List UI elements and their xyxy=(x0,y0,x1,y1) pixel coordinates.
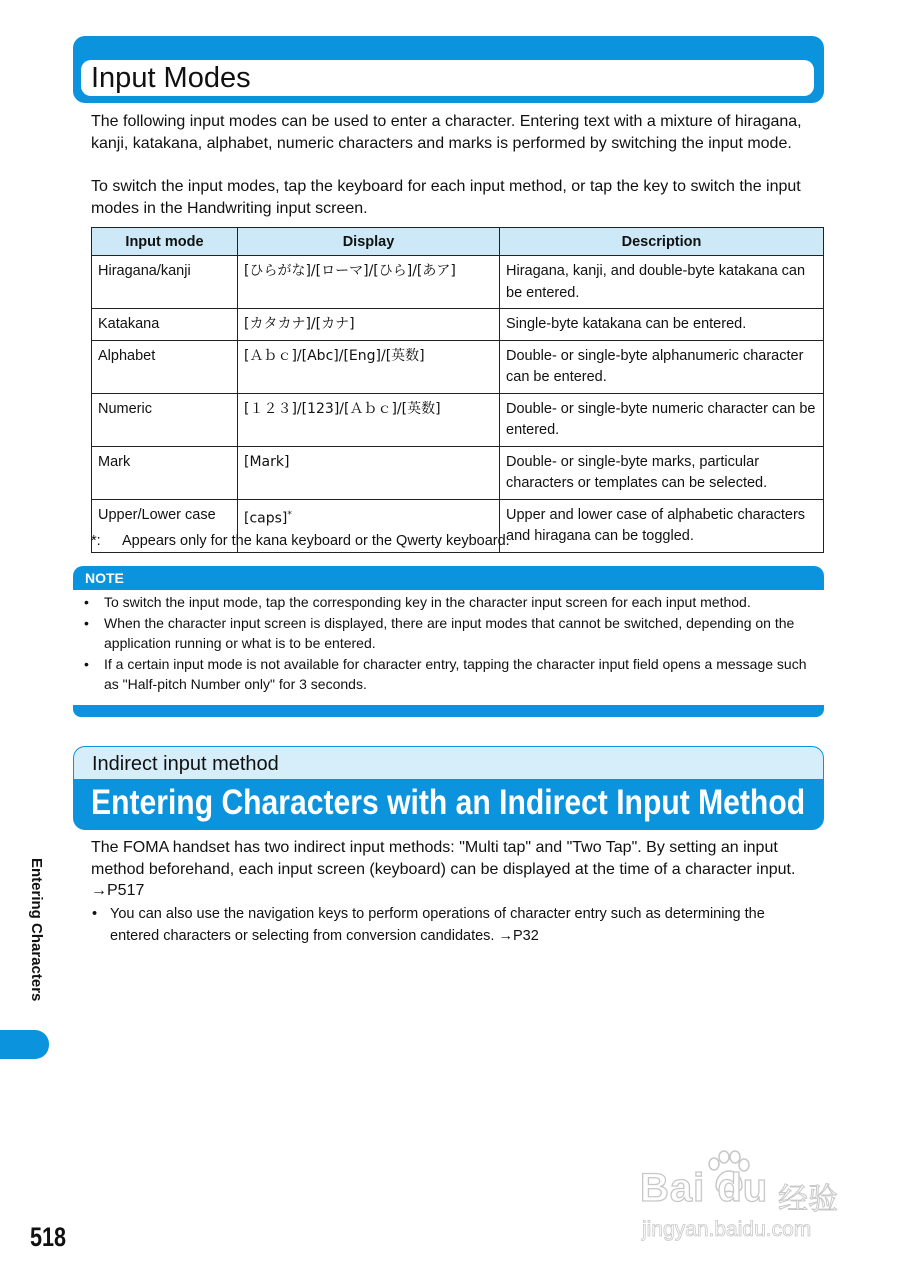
header-display: Display xyxy=(238,228,500,256)
cell-description: Single-byte katakana can be entered. xyxy=(500,309,824,341)
cell-description: Double- or single-byte marks, particular characters or templates can be selected. xyxy=(500,446,824,499)
table-row xyxy=(92,256,824,309)
header-description: Description xyxy=(500,228,824,256)
cell-display: [ひらがな]/[ローマ]/[ひら]/[あア] xyxy=(238,256,500,309)
cell-mode: Alphabet xyxy=(92,340,238,393)
section-header-input-modes xyxy=(73,36,824,103)
indirect-bullet-list xyxy=(92,903,812,947)
cell-description: Double- or single-byte numeric character can be entered. xyxy=(500,393,824,446)
cell-description: Double- or single-byte alphanumeric character can be entered. xyxy=(500,340,824,393)
footnote-text: Appears only for the kana keyboard or the Qwerty keyboard. xyxy=(122,533,510,549)
list-item: • You can also use the navigation keys to perform operations of character entry such as determining the entered characters or selecting from conversion candidates. →P32 xyxy=(92,903,812,947)
note-item: • If a certain input mode is not available for character entry, tapping the character input field opens a message such as "Half-pitch Number only" for 3 seconds. xyxy=(84,654,814,695)
section-title: Entering Characters with an Indirect Input Method xyxy=(91,783,806,822)
section-subtitle-band xyxy=(74,747,823,779)
page-number: 518 xyxy=(30,1222,67,1252)
cell-display: [カタカナ]/[カナ] xyxy=(238,309,500,341)
baidu-watermark xyxy=(640,1150,860,1250)
indirect-body: The FOMA handset has two indirect input methods: "Multi tap" and "Two Tap". By setting an input method beforehand, each input screen (keyboard) can be displayed at the time of a character input. →P517 xyxy=(91,839,796,899)
cell-mode: Mark xyxy=(92,446,238,499)
section-header-inner xyxy=(81,60,814,96)
note-list xyxy=(84,592,814,695)
section-title: Input Modes xyxy=(91,62,251,94)
section-subtitle: Indirect input method xyxy=(92,753,279,775)
cell-mode: Hiragana/kanji xyxy=(92,256,238,309)
chapter-side-tab xyxy=(0,1030,49,1059)
input-modes-table xyxy=(91,227,824,553)
table-footnote xyxy=(91,531,510,551)
intro-paragraph-2: To switch the input modes, tap the keyboard for each input method, or tap the key to switch the input modes in the Handwriting input screen. xyxy=(91,178,801,217)
header-input-mode: Input mode xyxy=(92,228,238,256)
note-item: • To switch the input mode, tap the corresponding key in the character input screen for each input method. xyxy=(84,592,814,613)
note-header-bar xyxy=(73,566,824,590)
cell-display: [Ａｂｃ]/[Abc]/[Eng]/[英数] xyxy=(238,340,500,393)
watermark-url: jingyan.baidu.com xyxy=(642,1218,812,1241)
cell-display: [１２３]/[123]/[Ａｂｃ]/[英数] xyxy=(238,393,500,446)
cell-mode: Numeric xyxy=(92,393,238,446)
caps-key-label: [caps] xyxy=(244,510,288,527)
note-bottom-bar xyxy=(73,705,824,717)
cell-description: Upper and lower case of alphabetic characters and hiragana can be toggled. xyxy=(500,499,824,552)
table-row xyxy=(92,309,824,341)
chapter-side-label xyxy=(26,858,46,1028)
table-row xyxy=(92,340,824,393)
watermark-brand: Bai du xyxy=(640,1166,769,1210)
note-label: NOTE xyxy=(85,570,124,586)
intro-paragraph-1: The following input modes can be used to enter a character. Entering text with a mixture of hiragana, kanji, katakana, alphabet, numeric characters and marks is performed by switching the input mode. xyxy=(91,113,802,152)
cell-mode: Upper/Lower case xyxy=(92,499,238,552)
section-header-indirect xyxy=(73,746,824,830)
cell-mode: Katakana xyxy=(92,309,238,341)
footnote-mark: *: xyxy=(91,533,101,549)
watermark-cn: 经验 xyxy=(778,1182,838,1217)
note-item: • When the character input screen is displayed, there are input modes that cannot be switched, depending on the application running or what is to be entered. xyxy=(84,613,814,654)
table-row xyxy=(92,393,824,446)
cell-description: Hiragana, kanji, and double-byte katakana can be entered. xyxy=(500,256,824,309)
footnote-marker: * xyxy=(287,509,292,520)
table-header-row xyxy=(92,228,824,256)
chapter-label-text: Entering Characters xyxy=(28,858,45,1002)
table-row xyxy=(92,446,824,499)
cell-display: [Mark] xyxy=(238,446,500,499)
